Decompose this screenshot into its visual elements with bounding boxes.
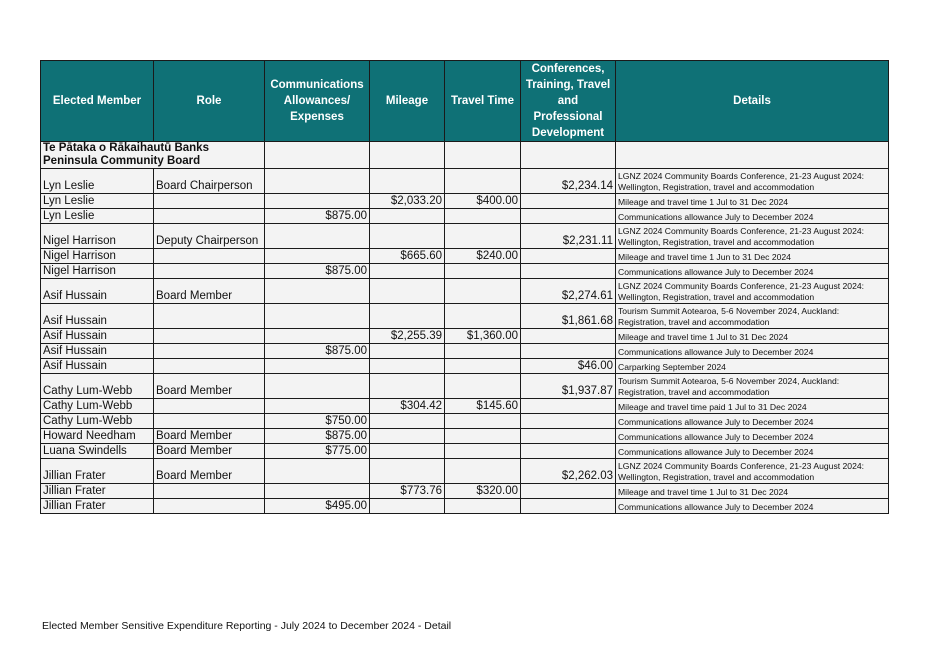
cell-mileage: [370, 374, 445, 399]
page-footer: Elected Member Sensitive Expenditure Reporting - July 2024 to December 2024 - Detail: [42, 620, 452, 632]
cell-mileage: [370, 264, 445, 279]
cell-details: Communications allowance July to December 2024: [616, 499, 889, 514]
cell-conferences: [521, 414, 616, 429]
table-row: [41, 224, 889, 249]
cell-member: Asif Hussain: [41, 279, 154, 304]
cell-travel-time: $400.00: [445, 194, 521, 209]
cell-communications: [265, 359, 370, 374]
cell-role: [154, 249, 265, 264]
cell-role: Board Member: [154, 429, 265, 444]
cell-conferences: [521, 499, 616, 514]
cell-conferences: [521, 209, 616, 224]
cell-role: Board Member: [154, 459, 265, 484]
cell-mileage: $665.60: [370, 249, 445, 264]
cell-member: Lyn Leslie: [41, 194, 154, 209]
expenditure-table: [40, 60, 889, 514]
cell-travel-time: $1,360.00: [445, 329, 521, 344]
cell-mileage: [370, 499, 445, 514]
cell-conferences: $2,274.61: [521, 279, 616, 304]
cell-communications: [265, 399, 370, 414]
table-row: [41, 249, 889, 264]
cell-conferences: $1,861.68: [521, 304, 616, 329]
cell-details: LGNZ 2024 Community Boards Conference, 21-23 August 2024: Wellington, Registration, travel and accommodation: [616, 459, 889, 484]
cell-conferences: [521, 264, 616, 279]
cell-member: Lyn Leslie: [41, 209, 154, 224]
group-empty-cell: [265, 142, 370, 169]
table-row: [41, 429, 889, 444]
group-title: Te Pātaka o Rākaihautū Banks Peninsula Community Board: [41, 142, 265, 169]
cell-mileage: [370, 444, 445, 459]
table-row: [41, 264, 889, 279]
cell-member: Nigel Harrison: [41, 264, 154, 279]
cell-member: Lyn Leslie: [41, 169, 154, 194]
header-travel-time: Travel Time: [445, 61, 521, 142]
table-row: [41, 374, 889, 399]
cell-details: Communications allowance July to December 2024: [616, 444, 889, 459]
table-header-row: [41, 61, 889, 142]
cell-communications: [265, 484, 370, 499]
cell-role: [154, 484, 265, 499]
header-role: Role: [154, 61, 265, 142]
cell-role: [154, 344, 265, 359]
cell-details: Carparking September 2024: [616, 359, 889, 374]
cell-conferences: [521, 329, 616, 344]
cell-travel-time: $240.00: [445, 249, 521, 264]
cell-role: [154, 399, 265, 414]
cell-member: Asif Hussain: [41, 359, 154, 374]
table-row: [41, 304, 889, 329]
cell-travel-time: [445, 414, 521, 429]
cell-mileage: [370, 304, 445, 329]
cell-member: Luana Swindells: [41, 444, 154, 459]
cell-travel-time: [445, 209, 521, 224]
cell-travel-time: [445, 264, 521, 279]
cell-communications: [265, 194, 370, 209]
cell-mileage: [370, 459, 445, 484]
table-row: [41, 329, 889, 344]
cell-member: Nigel Harrison: [41, 224, 154, 249]
cell-role: Board Member: [154, 279, 265, 304]
cell-communications: $495.00: [265, 499, 370, 514]
cell-details: Communications allowance July to December 2024: [616, 429, 889, 444]
cell-role: [154, 329, 265, 344]
cell-member: Cathy Lum-Webb: [41, 399, 154, 414]
cell-member: Nigel Harrison: [41, 249, 154, 264]
cell-role: [154, 304, 265, 329]
cell-details: Communications allowance July to December 2024: [616, 344, 889, 359]
cell-role: [154, 414, 265, 429]
table-row: [41, 344, 889, 359]
cell-member: Asif Hussain: [41, 329, 154, 344]
cell-conferences: $46.00: [521, 359, 616, 374]
cell-role: Board Member: [154, 444, 265, 459]
cell-travel-time: [445, 359, 521, 374]
cell-role: [154, 499, 265, 514]
cell-mileage: [370, 414, 445, 429]
cell-conferences: [521, 249, 616, 264]
cell-communications: [265, 169, 370, 194]
cell-details: Tourism Summit Aotearoa, 5-6 November 2024, Auckland: Registration, travel and accommodation: [616, 374, 889, 399]
cell-conferences: $2,234.14: [521, 169, 616, 194]
cell-communications: [265, 459, 370, 484]
cell-mileage: [370, 169, 445, 194]
cell-conferences: [521, 444, 616, 459]
cell-member: Jillian Frater: [41, 484, 154, 499]
cell-details: LGNZ 2024 Community Boards Conference, 21-23 August 2024: Wellington, Registration, travel and accommodation: [616, 224, 889, 249]
cell-role: [154, 194, 265, 209]
table-row: [41, 499, 889, 514]
cell-details: Mileage and travel time 1 Jul to 31 Dec 2024: [616, 329, 889, 344]
cell-mileage: [370, 429, 445, 444]
cell-conferences: $2,262.03: [521, 459, 616, 484]
cell-communications: [265, 374, 370, 399]
cell-role: Board Chairperson: [154, 169, 265, 194]
cell-mileage: [370, 224, 445, 249]
cell-details: Mileage and travel time 1 Jul to 31 Dec 2024: [616, 194, 889, 209]
table-row: [41, 444, 889, 459]
header-mileage: Mileage: [370, 61, 445, 142]
cell-conferences: $1,937.87: [521, 374, 616, 399]
cell-communications: [265, 304, 370, 329]
header-conferences: Conferences, Training, Travel and Professional Development: [521, 61, 616, 142]
cell-travel-time: [445, 304, 521, 329]
cell-details: LGNZ 2024 Community Boards Conference, 21-23 August 2024: Wellington, Registration, travel and accommodation: [616, 279, 889, 304]
cell-role: Deputy Chairperson: [154, 224, 265, 249]
cell-travel-time: [445, 279, 521, 304]
expenditure-sheet: [40, 60, 889, 514]
cell-details: Tourism Summit Aotearoa, 5-6 November 2024, Auckland: Registration, travel and accommodation: [616, 304, 889, 329]
header-elected-member: Elected Member: [41, 61, 154, 142]
cell-details: LGNZ 2024 Community Boards Conference, 21-23 August 2024: Wellington, Registration, travel and accommodation: [616, 169, 889, 194]
cell-communications: $750.00: [265, 414, 370, 429]
cell-member: Asif Hussain: [41, 304, 154, 329]
table-row: [41, 359, 889, 374]
group-empty-cell: [616, 142, 889, 169]
cell-member: Cathy Lum-Webb: [41, 414, 154, 429]
table-row: [41, 169, 889, 194]
cell-communications: $875.00: [265, 344, 370, 359]
cell-travel-time: [445, 169, 521, 194]
cell-member: Cathy Lum-Webb: [41, 374, 154, 399]
cell-member: Jillian Frater: [41, 499, 154, 514]
cell-mileage: $304.42: [370, 399, 445, 414]
cell-mileage: [370, 344, 445, 359]
header-communications: Communications Allowances/ Expenses: [265, 61, 370, 142]
cell-travel-time: $320.00: [445, 484, 521, 499]
cell-member: Howard Needham: [41, 429, 154, 444]
cell-details: Communications allowance July to December 2024: [616, 209, 889, 224]
cell-role: [154, 264, 265, 279]
cell-details: Mileage and travel time paid 1 Jul to 31 Dec 2024: [616, 399, 889, 414]
group-empty-cell: [521, 142, 616, 169]
cell-travel-time: [445, 444, 521, 459]
table-row: [41, 209, 889, 224]
cell-conferences: [521, 429, 616, 444]
cell-mileage: $773.76: [370, 484, 445, 499]
table-row: [41, 414, 889, 429]
cell-role: [154, 209, 265, 224]
cell-member: Asif Hussain: [41, 344, 154, 359]
table-body: [41, 142, 889, 514]
cell-communications: [265, 279, 370, 304]
cell-travel-time: [445, 224, 521, 249]
cell-mileage: [370, 359, 445, 374]
cell-communications: [265, 224, 370, 249]
cell-communications: $875.00: [265, 209, 370, 224]
cell-conferences: [521, 484, 616, 499]
cell-details: Mileage and travel time 1 Jul to 31 Dec 2024: [616, 484, 889, 499]
cell-mileage: $2,255.39: [370, 329, 445, 344]
cell-details: Communications allowance July to December 2024: [616, 414, 889, 429]
cell-member: Jillian Frater: [41, 459, 154, 484]
cell-communications: [265, 249, 370, 264]
cell-travel-time: [445, 374, 521, 399]
table-row: [41, 194, 889, 209]
cell-details: Mileage and travel time 1 Jun to 31 Dec 2024: [616, 249, 889, 264]
cell-travel-time: $145.60: [445, 399, 521, 414]
cell-conferences: [521, 344, 616, 359]
cell-communications: $875.00: [265, 429, 370, 444]
cell-conferences: [521, 194, 616, 209]
cell-travel-time: [445, 429, 521, 444]
cell-communications: [265, 329, 370, 344]
cell-travel-time: [445, 344, 521, 359]
table-row: [41, 399, 889, 414]
table-row: [41, 459, 889, 484]
cell-communications: $775.00: [265, 444, 370, 459]
cell-travel-time: [445, 459, 521, 484]
cell-role: Board Member: [154, 374, 265, 399]
cell-mileage: [370, 279, 445, 304]
cell-communications: $875.00: [265, 264, 370, 279]
cell-conferences: [521, 399, 616, 414]
group-empty-cell: [445, 142, 521, 169]
group-empty-cell: [370, 142, 445, 169]
header-details: Details: [616, 61, 889, 142]
cell-mileage: $2,033.20: [370, 194, 445, 209]
table-row: [41, 279, 889, 304]
cell-details: Communications allowance July to December 2024: [616, 264, 889, 279]
table-row: [41, 484, 889, 499]
group-row: [41, 142, 889, 169]
cell-travel-time: [445, 499, 521, 514]
cell-role: [154, 359, 265, 374]
cell-conferences: $2,231.11: [521, 224, 616, 249]
cell-mileage: [370, 209, 445, 224]
